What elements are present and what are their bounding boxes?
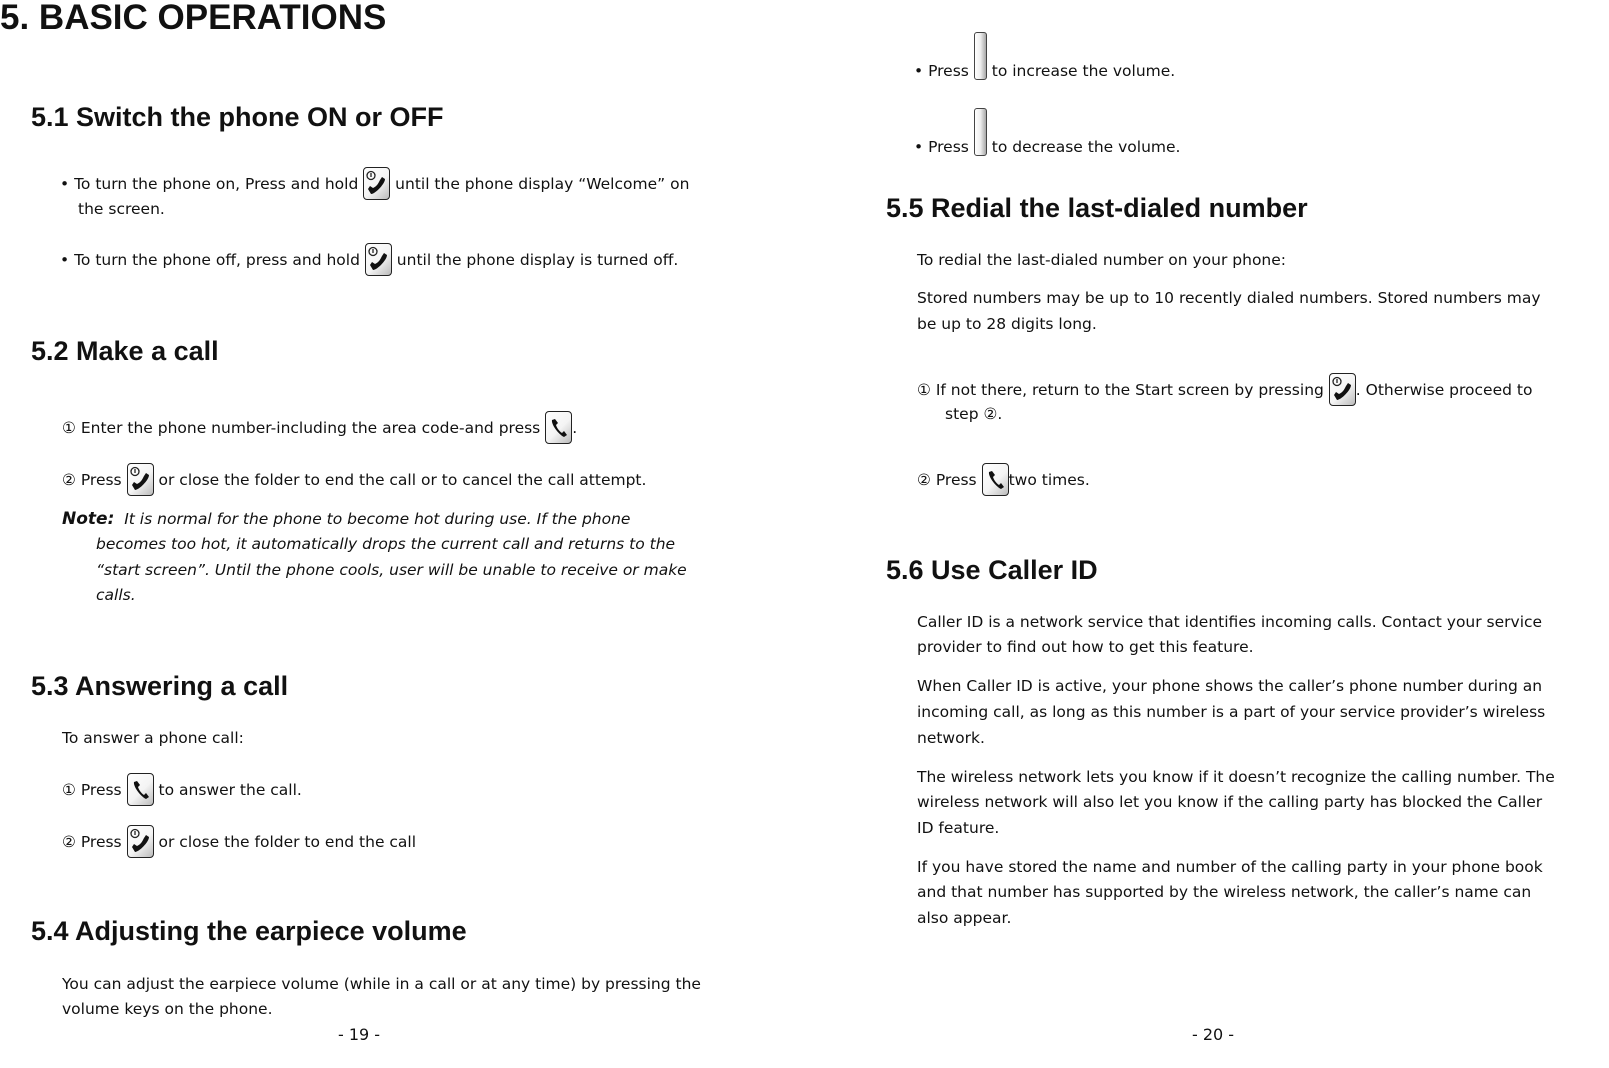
section-5-4-title: 5.4 Adjusting the earpiece volume [31,916,467,946]
send-call-key-icon [545,411,572,444]
step-text: Press [80,471,122,489]
caller-id-p3-line-3: ID feature. [917,819,1000,837]
step-answer [62,773,302,803]
note-label: Note: [62,509,115,529]
section-5-2-title: 5.2 Make a call [31,336,219,366]
step-text: Press [935,471,977,489]
caller-id-p2-line-2: incoming call, as long as this number is a part of your service provider’s wireless [917,703,1546,721]
caller-id-p3-line-2: wireless network will also let you know if the calling party has blocked the Caller [917,793,1543,811]
bullet-dot: • [60,251,75,269]
end-power-key-icon [127,825,154,858]
step-marker: ② [917,471,931,489]
step-return-start-continued: step ②. [945,405,1003,423]
step-marker: ① [917,381,931,399]
redial-intro: To redial the last-dialed number on your phone: [917,251,1287,269]
answer-intro: To answer a phone call: [62,729,244,747]
step-marker: ① [62,419,76,437]
note-text: It is normal for the phone to become hot during use. If the phone [124,510,631,528]
step-text: If not there, return to the Start screen by pressing [935,381,1324,399]
caller-id-p1-line-1: Caller ID is a network service that identifies incoming calls. Contact your service [917,613,1543,631]
bullet-turn-on-continued: the screen. [78,200,165,218]
redial-paragraph-line-2: be up to 28 digits long. [917,315,1097,333]
volume-up-key-icon [974,32,987,80]
caller-id-p2-line-1: When Caller ID is active, your phone shows the caller’s phone number during an [917,677,1543,695]
bullet-text: to increase the volume. [991,62,1176,80]
section-5-3-title: 5.3 Answering a call [31,671,289,701]
note-line-2: becomes too hot, it automatically drops the current call and returns to the [96,535,676,553]
step-text: two times. [1008,471,1090,489]
bullet-text: Press [928,138,969,156]
step-enter-number [62,411,577,441]
step-text: Press [80,833,122,851]
bullet-text: Press [928,62,969,80]
step-text: Press [80,781,122,799]
caller-id-p4-line-1: If you have stored the name and number of the calling party in your phone book [917,858,1543,876]
caller-id-p1-line-2: provider to find out how to get this feature. [917,638,1254,656]
end-power-key-icon [1329,373,1356,406]
caller-id-p4-line-3: also appear. [917,909,1012,927]
section-5-1-title: 5.1 Switch the phone ON or OFF [31,102,444,132]
step-text: or close the folder to end the call or to cancel the call attempt. [158,471,647,489]
step-text: . [572,419,578,437]
chapter-title: 5. BASIC OPERATIONS [0,0,387,37]
step-text: . Otherwise proceed to [1355,381,1533,399]
step-return-start [917,373,1532,403]
bullet-dot: • [914,138,929,156]
note-line-3: “start screen”. Until the phone cools, user will be unable to receive or make [96,561,687,579]
volume-paragraph-line-1: You can adjust the earpiece volume (while in a call or at any time) by pressing the [62,975,701,993]
note-line-4: calls. [96,586,136,604]
section-5-5-title: 5.5 Redial the last-dialed number [886,193,1308,223]
page-number-19: - 19 - [338,1025,381,1044]
step-text: to answer the call. [158,781,302,799]
step-marker: ① [62,781,76,799]
bullet-text: To turn the phone off, press and hold [74,251,360,269]
bullet-text: To turn the phone on, Press and hold [74,175,359,193]
step-text: Enter the phone number-including the area code-and press [80,419,541,437]
step-marker: ② [62,833,76,851]
bullet-text: until the phone display “Welcome” on [395,175,690,193]
bullet-turn-off [60,243,678,273]
caller-id-p2-line-3: network. [917,729,985,747]
page-number-20: - 20 - [1192,1025,1235,1044]
bullet-text: to decrease the volume. [991,138,1181,156]
step-end-call [62,463,646,493]
end-power-key-icon [127,463,154,496]
volume-down-key-icon [974,108,987,156]
end-power-key-icon [365,243,392,276]
step-end-answer [62,825,416,855]
step-text: or close the folder to end the call [158,833,417,851]
note-line-1 [62,506,630,532]
end-power-key-icon [363,167,390,200]
caller-id-p4-line-2: and that number has supported by the wireless network, the caller’s name can [917,883,1532,901]
step-press-send-twice [917,463,1090,493]
bullet-volume-up [914,32,1175,84]
bullet-dot: • [60,175,75,193]
bullet-turn-on [60,167,689,197]
send-call-key-icon [127,773,154,806]
send-call-key-icon [982,463,1009,496]
bullet-text: until the phone display is turned off. [396,251,679,269]
section-5-6-title: 5.6 Use Caller ID [886,555,1098,585]
bullet-volume-down [914,108,1180,160]
redial-paragraph-line-1: Stored numbers may be up to 10 recently dialed numbers. Stored numbers may [917,289,1541,307]
step-marker: ② [62,471,76,489]
bullet-dot: • [914,62,929,80]
volume-paragraph-line-2: volume keys on the phone. [62,1000,273,1018]
caller-id-p3-line-1: The wireless network lets you know if it doesn’t recognize the calling number. The [917,768,1555,786]
